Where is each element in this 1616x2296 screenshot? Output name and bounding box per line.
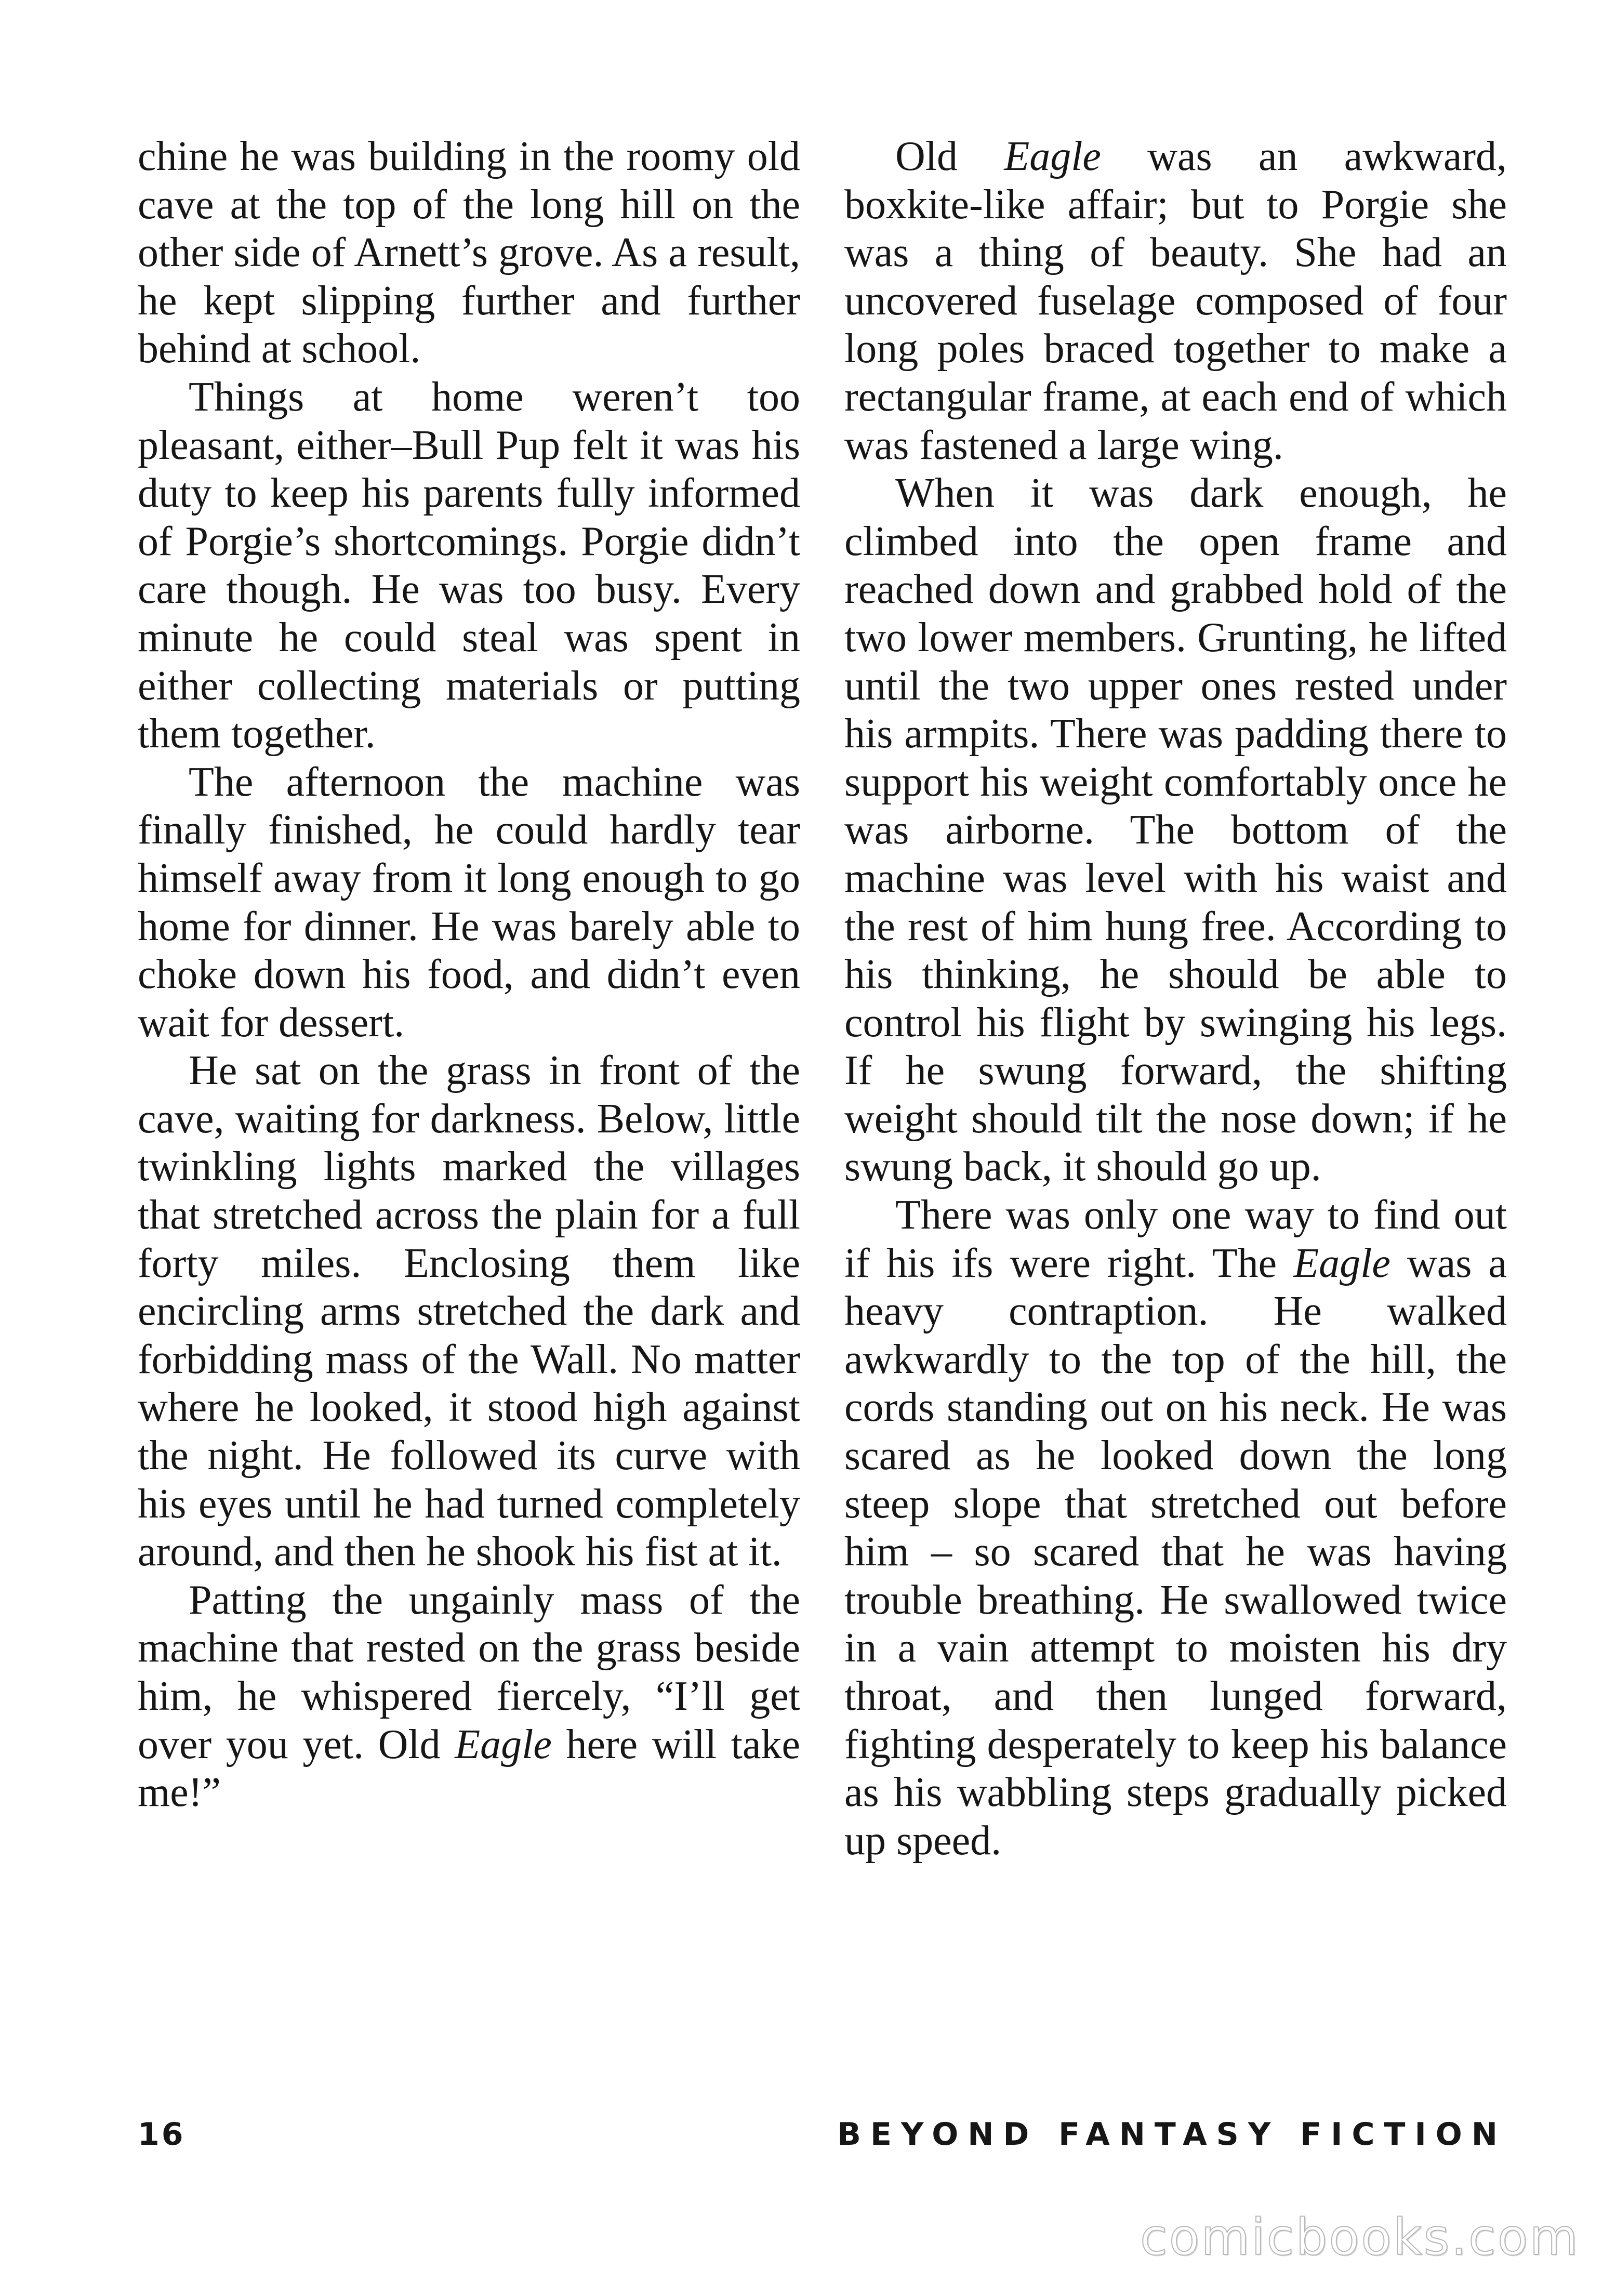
paragraph: Things at home weren’t too pleasant, either–Bull Pup felt it was his duty to keep his parents fully informed of Porgie’s shortcomings. Porgie didn’t care though. He was too busy. Every minute he could steal was spent in either collecting materials or putting them together. bbox=[138, 374, 800, 757]
page-number: 16 bbox=[138, 2116, 186, 2153]
paragraph bbox=[844, 1191, 1507, 1865]
paragraph: When it was dark enough, he climbed into the open frame and reached down and grabbed hold of the two lower members. Grunting, he lifted until the two upper ones rested under his armpits. There was padding there to support his weight comfortably once he was airborne. The bottom of the machine was level with his waist and the rest of him hung free. According to his thinking, he should be able to control his flight by swinging his legs. If he swung forward, the shifting weight should tilt the nose down; if he swung back, it should go up. bbox=[844, 470, 1507, 1190]
paragraph-text: was an awkward, boxkite-like affair; but to Porgie she was a thing of beauty. She had an uncovered fuselage composed of four long poles braced together to make a rectangular frame, at each end of which was fastened a large wing. bbox=[844, 134, 1507, 468]
paragraph-text: There was only one way to find out if his ifs were right. The bbox=[844, 1192, 1507, 1286]
left-text-column bbox=[138, 133, 800, 1817]
running-title: BEYOND FANTASY FICTION bbox=[837, 2116, 1507, 2153]
italic-ship-name: Eagle bbox=[1293, 1240, 1390, 1286]
paragraph-text: here will take me!” bbox=[138, 1721, 800, 1816]
right-text-column bbox=[844, 133, 1507, 1865]
paragraph bbox=[138, 1576, 800, 1817]
paragraph: The afternoon the machine was finally finished, he could hardly tear himself away from it long enough to go home for dinner. He was barely able to choke down his food, and didn’t even wait for dessert. bbox=[138, 759, 800, 1046]
paragraph-continued: chine he was building in the roomy old cave at the top of the long hill on the other side of Arnett’s grove. As a result, he kept slipping further and further behind at school. bbox=[138, 134, 800, 372]
paragraph-text: was a heavy contraption. He walked awkwardly to the top of the hill, the cords standing out on his neck. He was scared as he looked down the long steep slope that stretched out before him – so scared that he was having trouble breathing. He swallowed twice in a vain attempt to moisten his dry throat, and then lunged forward, fighting desperately to keep his balance as his wabbling steps gradually picked up speed. bbox=[844, 1240, 1507, 1864]
watermark: comicbooks.com bbox=[1140, 2208, 1580, 2266]
paragraph-text: Old bbox=[895, 134, 1004, 179]
italic-ship-name: Eagle bbox=[455, 1721, 552, 1767]
page-footer bbox=[138, 2111, 1507, 2158]
paragraph-text: Patting the ungainly mass of the machine that rested on the grass beside him, he whispered fiercely, “I’ll get over you yet. Old bbox=[138, 1577, 800, 1767]
italic-ship-name: Eagle bbox=[1004, 134, 1101, 179]
paragraph: He sat on the grass in front of the cave, waiting for darkness. Below, little twinkling lights marked the villages that stretched across the plain for a full forty miles. Enclosing them like encircling arms stretched the dark and forbidding mass of the Wall. No matter where he looked, it stood high against the night. He followed its curve with his eyes until he had turned completely around, and then he shook his fist at it. bbox=[138, 1048, 800, 1575]
paragraph bbox=[844, 133, 1507, 469]
